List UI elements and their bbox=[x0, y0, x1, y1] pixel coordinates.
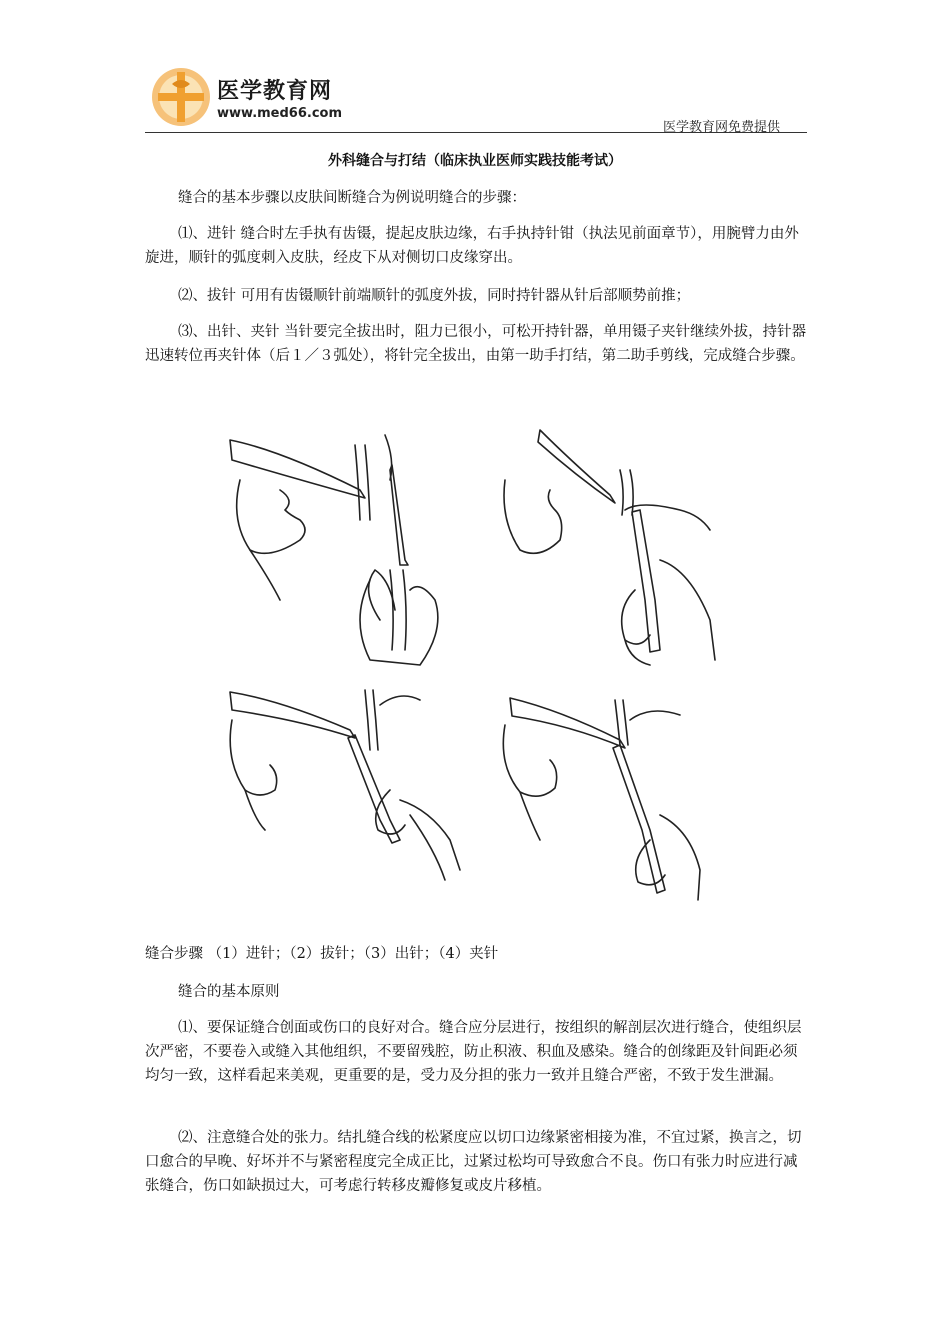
figure-caption: 缝合步骤 （1）进针；（2）拔针；（3）出针；（4）夹针 bbox=[145, 946, 499, 962]
step-2-paragraph: ⑵、拔针 可用有齿镊顺针前端顺针的弧度外拔，同时持针器从针后部顺势前推； bbox=[178, 288, 691, 304]
principle-2-paragraph: ⑵、注意缝合处的张力。结扎缝合线的松紧度应以切口边缘紧密相接为准，不宜过紧，换言之，切口愈合的早晚、好坏并不与紧密程度完全成正比，过紧过松均可导致愈合不良。伤口有张力时应进行减张缝合，伤口如缺损过大，可考虑行转移皮瓣修复或皮片移植。 bbox=[145, 1130, 802, 1194]
suture-step-2-illustration bbox=[504, 430, 715, 665]
suture-step-4-illustration bbox=[503, 698, 700, 900]
intro-paragraph: 缝合的基本步骤以皮肤间断缝合为例说明缝合的步骤： bbox=[178, 190, 526, 206]
suture-steps-figure bbox=[220, 420, 730, 920]
suture-step-3-illustration bbox=[230, 690, 460, 880]
logo-url: www.med66.com bbox=[217, 106, 343, 121]
logo-emblem-icon bbox=[150, 66, 212, 128]
header-divider bbox=[145, 132, 807, 133]
header-provider: 医学教育网免费提供 bbox=[662, 120, 780, 135]
step-3-paragraph: ⑶、出针、夹针 当针要完全拔出时，阻力已很小，可松开持针器，单用镊子夹针继续外拔，持针器迅速转位再夹针体（后１／３弧处），将针完全拔出，由第一助手打结，第二助手剪线，完成缝合步骤。 bbox=[145, 324, 807, 364]
principle-1-paragraph: ⑴、要保证缝合创面或伤口的良好对合。缝合应分层进行，按组织的解剖层次进行缝合，使组织层次严密，不要卷入或缝入其他组织，不要留残腔，防止积液、积血及感染。缝合的创缘距及针间距必须均匀一致，这样看起来美观，更重要的是，受力及分担的张力一致并且缝合严密，不致于发生泄漏。 bbox=[145, 1020, 802, 1084]
principle-heading: 缝合的基本原则 bbox=[178, 984, 280, 1000]
document-title: 外科缝合与打结（临床执业医师实践技能考试） bbox=[328, 153, 622, 169]
logo-name: 医学教育网 bbox=[217, 79, 333, 104]
suture-step-1-illustration bbox=[230, 435, 438, 665]
step-1-paragraph: ⑴、进针 缝合时左手执有齿镊，提起皮肤边缘，右手执持针钳（执法见前面章节），用腕臂力由外旋进，顺针的弧度刺入皮肤，经皮下从对侧切口皮缘穿出。 bbox=[145, 226, 799, 266]
